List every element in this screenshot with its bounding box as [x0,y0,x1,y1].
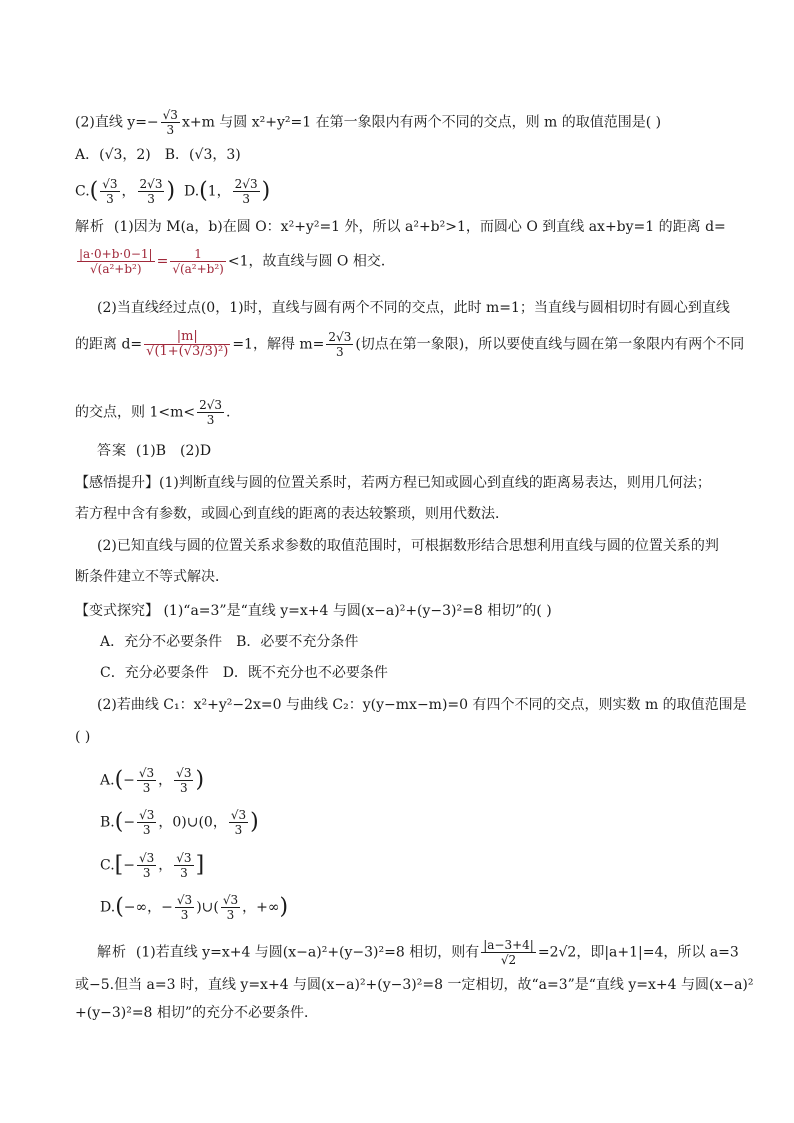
paren: ) [195,767,205,793]
fraction [175,893,194,922]
section-label: 答案 [97,443,127,459]
solution-text: (1)若直线 y=x+4 与圆(x−a)²+(y−3)²=8 相切，则有 [135,944,480,961]
fraction-den: 3 [226,908,235,922]
solution-text: (1)因为 M(a，b)在圆 O：x²+y²=1 外，所以 a²+b²>1，而圆心 O 到直线 ax+by=1 的距离 d= [113,219,726,235]
solution-2-line-1 [97,938,739,967]
option-text: ，+∞ [242,899,280,916]
fraction-den: 3 [180,908,189,922]
fraction [229,808,248,837]
fraction-num: 2√3 [234,177,258,191]
variant-q2-option-b [100,808,259,837]
fraction-num: 2√3 [199,398,223,412]
fraction-num: √3 [222,893,239,907]
fraction-num: √3 [176,851,192,865]
paren: ) [166,178,176,204]
variant-q1-options-cd: C．充分必要条件 D．既不充分也不必要条件 [100,665,388,681]
fraction-num: √3 [138,766,155,780]
fraction-num: √3 [176,766,192,780]
fraction-den: 3 [142,866,151,880]
solution-1-line-3: (2)当直线经过点(0，1)时，直线与圆有两个不同的交点，此时 m=1；当直线与圆相切时有圆心到直线 [97,300,730,316]
fraction-den: 3 [106,192,114,206]
answer-line [97,441,211,461]
paren: ) [279,894,289,920]
question-2-options-cd: C.( $\frac{√3}{3}$ ， $\frac{2√3}{3}$ ) D.(1， $\frac{2√3}{3}$ ) [75,177,271,206]
paren: ( [114,809,124,835]
variant-q2-paren: ( ) [75,729,91,745]
option-text: ， [158,772,173,789]
paren: ) [261,178,271,204]
fraction-den: √2 [500,953,517,967]
solution-text: 的距离 d= [75,336,143,353]
question-2-stem [75,108,661,137]
fraction [77,247,155,276]
fraction [137,851,156,880]
option-label: D. [100,899,116,916]
insight-line-4: 断条件建立不等式解决． [75,569,229,585]
variant-text: (1)“a=3”是“直线 y=x+4 与圆(x−a)²+(y−3)²=8 相切”的( ) [163,603,552,619]
fraction-num: 1 [170,247,226,262]
fraction-den: 3 [234,823,243,837]
option-label: B. [100,814,115,831]
solution-1-line-2 [75,247,395,276]
section-label: 解析 [97,944,127,961]
variant-q2-option-d [100,893,288,922]
fraction [137,808,156,837]
option-text: − [123,814,136,831]
paren: ( [199,178,208,204]
fraction [326,330,353,359]
fraction [170,247,226,276]
option-text: −∞，− [123,899,173,916]
solution-2-line-3: +(y−3)²=8 相切”的充分不必要条件． [75,1005,319,1021]
option-text: 1， [207,183,231,200]
option-text: − [123,857,135,874]
variant-q1 [75,601,552,621]
solution-text: = [156,253,169,270]
fraction [221,893,240,922]
fraction-den: 3 [142,781,151,795]
fraction-den: 3 [142,823,151,837]
section-label: 解析 [75,219,105,235]
fraction-num: |m| [144,330,230,345]
option-text: ， [158,857,173,874]
fraction [100,177,119,206]
paren: ( [114,767,124,793]
solution-text: (切点在第一象限)，所以要使直线与圆在第一象限内有两个不同 [355,336,745,353]
option-label: A. [100,772,115,789]
insight-text: (1)判断直线与圆的位置关系时，若两方程已知或圆心到直线的距离易表达，则用几何法； [159,475,711,491]
option-text: ，0)∪(0， [158,814,227,831]
fraction-den: √(1+(√3/3)²) [146,344,229,359]
fraction-num: √3 [176,893,193,907]
option-text: )∪( [196,899,219,916]
fraction-den: 3 [166,123,175,137]
question-2-options-ab: A．(√3，2) B．(√3，3) [75,147,241,163]
fraction-num: √3 [139,851,155,865]
fraction-num: √3 [230,808,247,822]
fraction-den: √(a²+b²) [90,262,142,276]
fraction-num: √3 [139,808,155,822]
insight-line-3: (2)已知直线与圆的位置关系求参数的取值范围时，可根据数形结合思想利用直线与圆的位置关系的判 [97,538,719,554]
paren: ( [115,894,124,920]
stem-text: (2)直线 [75,114,128,131]
fraction [137,766,156,795]
solution-text: <1，故直线与圆 O 相交． [227,253,395,270]
option-label: C. [100,857,115,874]
fraction [233,177,260,206]
option-label: D. [183,183,200,200]
paren: ) [250,809,259,835]
fraction [161,108,180,137]
variant-q2-option-c [100,851,204,880]
fraction [481,938,536,967]
solution-2-line-2: 或−5.但当 a=3 时，直线 y=x+4 与圆(x−a)²+(y−3)²=8 一定相切，故“a=3”是“直线 y=x+4 与圆(x−a)² [75,977,754,993]
answer-text: (1)B (2)D [135,443,212,459]
fraction-num: √3 [162,108,178,122]
paren: [ [114,852,124,878]
fraction [174,766,193,795]
fraction [197,398,224,427]
insight-line-1 [75,473,711,493]
variant-q2-stem: (2)若曲线 C₁：x²+y²−2x=0 与曲线 C₂：y(y−mx−m)=0 有四个不同的交点，则实数 m 的取值范围是 [97,697,747,713]
fraction [174,851,193,880]
option-label: C. [75,183,90,200]
paren: ( [89,178,99,204]
solution-1-line-5: 的交点，则 1<m< $\frac{2√3}{3}$ . [75,398,231,427]
fraction-num: |a·0+b·0−1| [79,247,153,261]
fraction-den: 3 [147,192,155,206]
fraction-num: √3 [102,177,118,191]
variant-q1-options-ab: A．充分不必要条件 B．必要不充分条件 [100,634,359,650]
section-label: 【变式探究】 [75,603,159,619]
stem-text: y=− [127,114,159,131]
fraction-den: 3 [206,413,215,427]
fraction-den: 3 [179,781,188,795]
section-label: 【感悟提升】 [75,475,159,491]
insight-line-2: 若方程中含有参数，或圆心到直线的距离的表达较繁琐，则用代数法． [75,506,509,522]
fraction-den: √(a²+b²) [172,262,224,276]
fraction-num: 2√3 [328,330,352,344]
fraction [138,177,165,206]
solution-text: 的交点，则 1<m< [75,404,196,421]
solution-1-line-1 [75,217,726,237]
solution-text: =1，解得 m= [232,336,325,353]
variant-q2-option-a [100,766,204,795]
stem-text: x+m 与圆 x²+y²=1 在第一象限内有两个不同的交点，则 m 的取值范围是( ) [181,114,662,131]
option-text: − [123,772,135,789]
fraction-den: 3 [336,345,344,359]
solution-1-line-4 [75,330,744,359]
fraction-den: 3 [242,192,250,206]
fraction-num: |a−3+4| [483,938,534,952]
fraction-den: 3 [180,866,188,880]
paren: ] [195,852,205,878]
solution-text: =2√2，即|a+1|=4，所以 a=3 [537,944,739,961]
fraction-num: 2√3 [139,177,163,191]
fraction [144,330,230,359]
